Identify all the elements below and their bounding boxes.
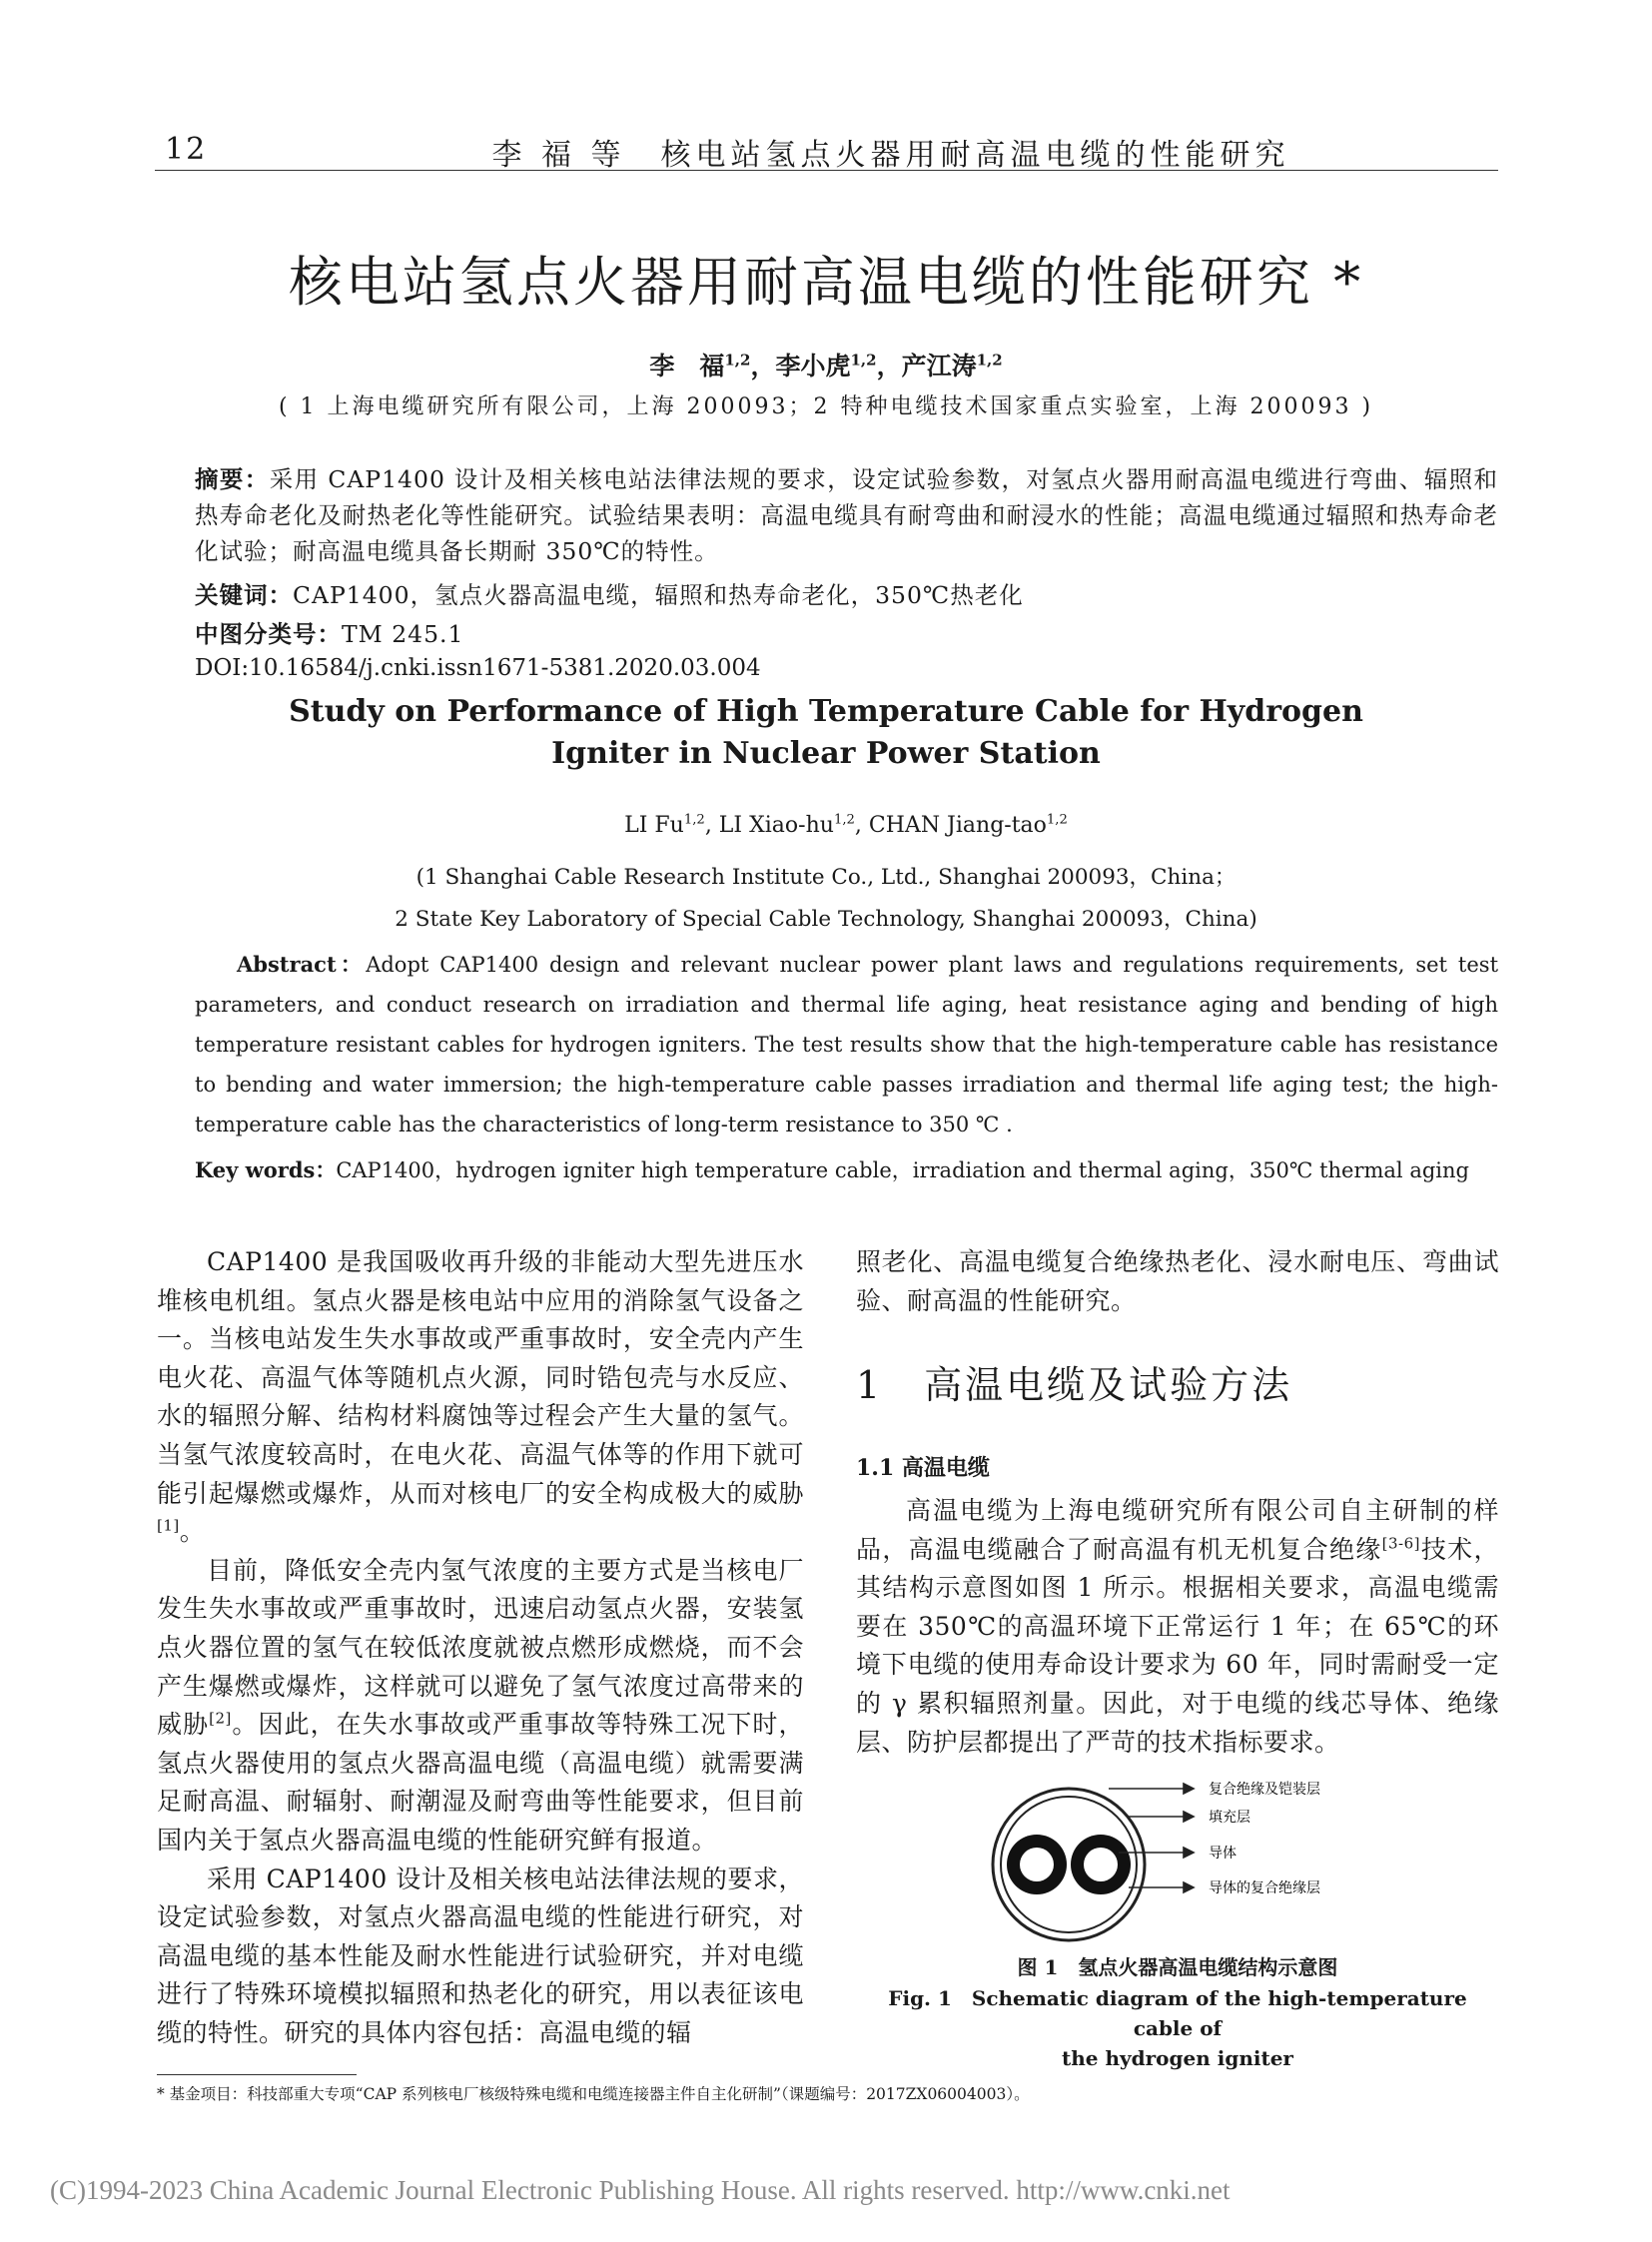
authors-en: [0, 813, 1652, 838]
keywords-text-en: CAP1400，hydrogen igniter high temperature cable，irradiation and thermal aging，350℃ thermal aging: [336, 1158, 1469, 1182]
paper-title-en: [0, 691, 1652, 775]
author-name: , CHAN Jiang-tao: [854, 813, 1047, 838]
copyright-notice: (C)1994-2023 China Academic Journal Electronic Publishing House. All rights reserved. http://www.cnki.net: [50, 2175, 1231, 2205]
affiliation-line: 2 State Key Laboratory of Special Cable Technology, Shanghai 200093，China): [395, 907, 1257, 932]
classification: [195, 616, 463, 652]
doi: DOI:10.16584/j.cnki.issn1671-5381.2020.03.004: [195, 655, 761, 681]
footnote-rule: [157, 2074, 357, 2075]
author-affil-mark: 1,2: [833, 812, 855, 828]
running-head: 李 福 等 核电站氢点火器用耐高温电缆的性能研究: [491, 138, 1290, 173]
citation: [1]: [157, 1516, 180, 1535]
author-affil-mark: 1,2: [724, 351, 751, 370]
classification-code: TM 245.1: [342, 620, 464, 648]
author-name: 李 福: [649, 352, 725, 380]
affiliation-line: (1 Shanghai Cable Research Institute Co., Ltd., Shanghai 200093，China；: [415, 865, 1237, 890]
title-line: Igniter in Nuclear Power Station: [551, 736, 1101, 771]
author-affil-mark: 1,2: [976, 351, 1003, 370]
body-paragraph: 照老化、高温电缆复合绝缘热老化、浸水耐电压、弯曲试验、耐高温的性能研究。: [856, 1247, 1499, 1315]
classification-label: 中图分类号：: [195, 620, 342, 648]
abstract-cn: [195, 461, 1498, 569]
citation: [2]: [209, 1709, 232, 1728]
abstract-label-en: Abstract: [237, 952, 337, 977]
conductor-left: [1020, 1848, 1054, 1881]
keywords-label-en: Key words: [195, 1157, 316, 1182]
keywords-en: Key words：CAP1400，hydrogen igniter high temperature cable，irradiation and thermal aging，350℃ thermal aging: [195, 1157, 1469, 1182]
keywords-cn: [195, 577, 1024, 613]
authors-cn: [0, 347, 1652, 382]
author-name: ，产江涛: [876, 352, 977, 380]
figure-label: 导体: [1209, 1846, 1237, 1862]
cable-structure-diagram: [989, 1780, 1408, 1959]
arrow-head: [1184, 1882, 1194, 1892]
caption-line: the hydrogen igniter: [1062, 2046, 1293, 2070]
author-affil-mark: 1,2: [850, 351, 877, 370]
figure-label: 填充层: [1209, 1810, 1250, 1826]
paper-title-cn: 核电站氢点火器用耐高温电缆的性能研究 *: [288, 251, 1364, 314]
author-name: LI Fu: [624, 813, 684, 838]
footnote: * 基金项目：科技部重大专项“CAP 系列核电厂核级特殊电缆和电缆连接器主件自主化研制”（课题编号：2017ZX06004003）。: [157, 2085, 1030, 2103]
conductor-right: [1084, 1848, 1118, 1881]
author-affil-mark: 1,2: [683, 812, 705, 828]
citation: [3-6]: [1381, 1534, 1420, 1553]
figure-label: 导体的复合绝缘层: [1209, 1880, 1320, 1896]
arrow-head: [1184, 1812, 1194, 1822]
affiliation-en: [0, 857, 1652, 941]
figure-label: 复合绝缘及铠装层: [1209, 1782, 1320, 1798]
page-number: 12: [165, 132, 208, 167]
author-affil-mark: 1,2: [1046, 812, 1068, 828]
affiliation-cn: ( 1 上海电缆研究所有限公司，上海 200093；2 特种电缆技术国家重点实验室，上海 200093 ): [278, 394, 1374, 419]
figure-caption-en: [856, 1983, 1499, 2073]
body-right-continuation: [856, 1243, 1499, 1320]
body-paragraph: 采用 CAP1400 设计及相关核电站法律法规的要求，设定试验参数，对氢点火器高温电缆的性能进行研究，对高温电缆的基本性能及耐水性能进行试验研究，并对电缆进行了特殊环境模拟辐照和热老化的研究，用以表征该电缆的特性。研究的具体内容包括：高温电缆的辐: [157, 1864, 804, 2047]
abstract-label-cn: 摘要：: [195, 465, 270, 493]
arrow-head: [1184, 1848, 1194, 1858]
section-heading: 1 高温电缆及试验方法: [856, 1363, 1293, 1407]
abstract-text-en: Adopt CAP1400 design and relevant nuclear power plant laws and regulations requirements, set test parameters, and conduct research on irradiation and thermal life aging, heat resistance aging and bending of high temperature resistant cables for hydrogen igniters. The test results show that the high-temperature cable has resistance to bending and water immersion; the high-temperature cable passes irradiation and thermal life aging test; the high-temperature cable has the characteristics of long-term resistance to 350 ℃ .: [195, 953, 1499, 1136]
body-paragraph: CAP1400 是我国吸收再升级的非能动大型先进压水堆核电机组。氢点火器是核电站中应用的消除氢气设备之一。当核电站发生失水事故或严重事故时，安全壳内产生电火花、高温气体等随机点火源，同时锆包壳与水反应、水的辐照分解、结构材料腐蚀等过程会产生大量的氢气。当氢气浓度较高时，在电火花、高温气体等的作用下就可能引起爆燃或爆炸，从而对核电厂的安全构成极大的威胁[1]。: [157, 1247, 804, 1547]
subsection-heading: 1.1 高温电缆: [856, 1455, 990, 1481]
body-paragraph: 高温电缆为上海电缆研究所有限公司自主研制的样品，高温电缆融合了耐高温有机无机复合绝缘[3-6]技术，其结构示意图如图 1 所示。根据相关要求，高温电缆需要在 350℃的高温环境下正常运行 1 年；在 65℃的环境下电缆的使用寿命设计要求为 60 年，同时需耐受一定的 γ 累积辐照剂量。因此，对于电缆的线芯导体、绝缘层、防护层都提出了严苛的技术指标要求。: [856, 1496, 1499, 1757]
body-right-column: [856, 1492, 1499, 1762]
keywords-text-cn: CAP1400，氢点火器高温电缆，辐照和热寿命老化，350℃热老化: [293, 581, 1024, 609]
body-paragraph: 目前，降低安全壳内氢气浓度的主要方式是当核电厂发生失水事故或严重事故时，迅速启动氢点火器，安装氢点火器位置的氢气在较低浓度就被点燃形成燃烧，而不会产生爆燃或爆炸，这样就可以避免了氢气浓度过高带来的威胁[2]。因此，在失水事故或严重事故等特殊工况下时，氢点火器使用的氢点火器高温电缆（高温电缆）就需要满足耐高温、耐辐射、耐潮湿及耐弯曲等性能要求，但目前国内关于氢点火器高温电缆的性能研究鲜有报道。: [157, 1555, 804, 1855]
keywords-label-cn: 关键词：: [195, 581, 293, 609]
figure-caption-cn: 图 1 氢点火器高温电缆结构示意图: [1017, 1955, 1338, 1979]
arrow-head: [1184, 1784, 1194, 1794]
abstract-en: Abstract：Adopt CAP1400 design and relevant nuclear power plant laws and regulations requirements, set test parameters, and conduct research on irradiation and thermal life aging, heat resistance aging and bending of high temperature resistant cables for hydrogen igniters. The test results show that the high-temperature cable has resistance to bending and water immersion; the high-temperature cable passes irradiation and thermal life aging test; the high-temperature cable has the characteristics of long-term resistance to 350 ℃ .: [195, 952, 1499, 1136]
caption-line: Fig. 1 Schematic diagram of the high-temperature cable of: [888, 1986, 1467, 2040]
header-rule: [155, 170, 1498, 171]
title-line: Study on Performance of High Temperature Cable for Hydrogen: [289, 694, 1363, 729]
author-name: ，李小虎: [750, 352, 851, 380]
abstract-text-cn: 采用 CAP1400 设计及相关核电站法律法规的要求，设定试验参数，对氢点火器用耐高温电缆进行弯曲、辐照和热寿命老化及耐热老化等性能研究。试验结果表明：高温电缆具有耐弯曲和耐浸水的性能；高温电缆通过辐照和热寿命老化试验；耐高温电缆具备长期耐 350℃的特性。: [195, 465, 1498, 565]
body-left-column: [157, 1243, 804, 2052]
author-name: , LI Xiao-hu: [704, 813, 834, 838]
